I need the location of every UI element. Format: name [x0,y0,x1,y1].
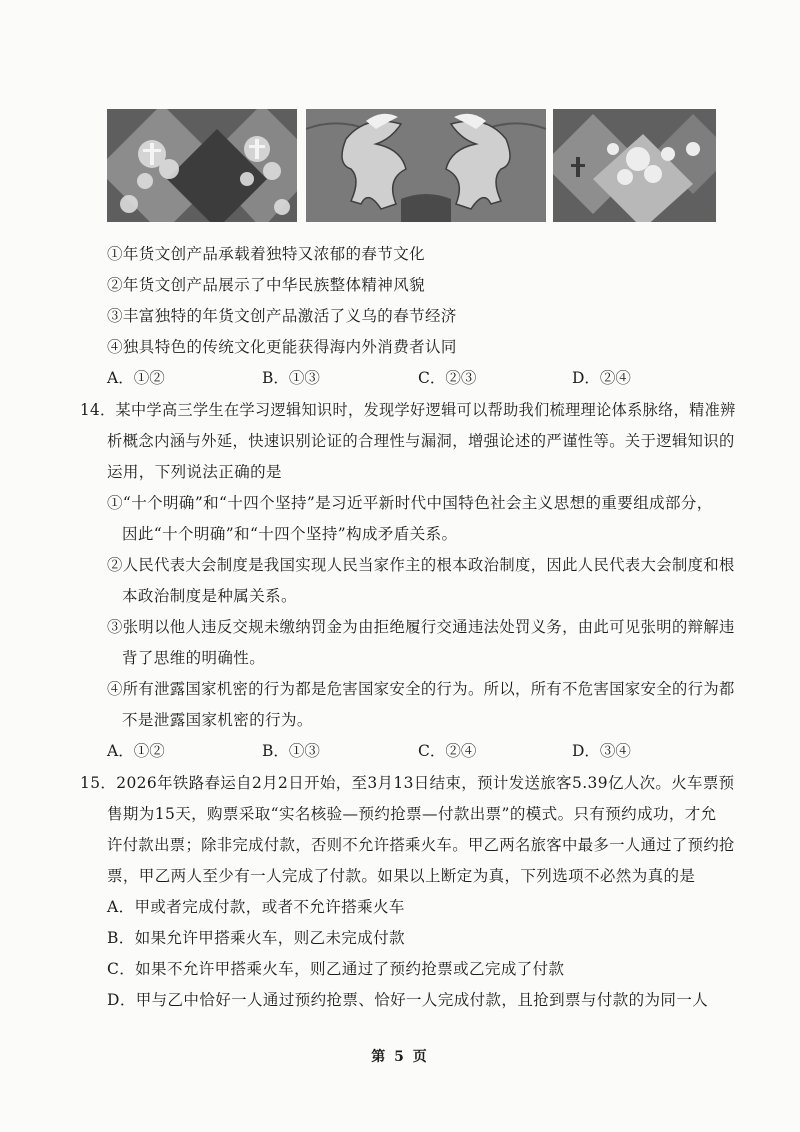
q15-option-b: B．如果允许甲搭乘火车，则乙未完成付款 [107,929,405,947]
q14-stem-line-2: 析概念内涵与外延，快速识别论证的合理性与漏洞，增强论述的严谨性等。关于逻辑知识的 [107,432,735,450]
q14-statement-1-cont: 因此“十个明确”和“十四个坚持”构成矛盾关系。 [122,525,458,543]
q15-option-c: C．如果不允许甲搭乘火车，则乙通过了预约抢票或乙完成了付款 [107,960,565,978]
q14-option-b: B．①③ [262,742,320,760]
q15-stem-line-2: 售期为15天，购票采取“实名核验—预约抢票—付款出票”的模式。只有预约成功，才允 [107,805,717,823]
q14-option-a: A．①② [107,742,165,760]
q14-statement-4: ④所有泄露国家机密的行为都是危害国家安全的行为。所以，所有不危害国家安全的行为都 [107,680,735,698]
q13-option-a: A．①② [107,369,165,387]
q13-statement-3: ③丰富独特的年货文创产品激活了义乌的春节经济 [107,307,457,325]
q15-option-a: A．甲或者完成付款，或者不允许搭乘火车 [107,898,405,916]
q15-option-d: D．甲与乙中恰好一人通过预约抢票、恰好一人完成付款，且抢到票与付款的为同一人 [107,991,709,1009]
q15-stem-line-1: 15．2026年铁路春运自2月2日开始，至3月13日结束，预计发送旅客5.39亿人次。火车票预 [80,774,735,792]
q14-statement-3-cont: 背了思维的明确性。 [122,649,266,667]
q13-statement-4: ④独具特色的传统文化更能获得海内外消费者认同 [107,338,457,356]
silver-pegasus-photo [306,109,546,222]
page-number: 第 5 页 [371,1049,429,1065]
q13-option-b: B．①③ [262,369,320,387]
q14-statement-4-cont: 不是泄露国家机密的行为。 [122,711,313,729]
papercut-fu-image [107,109,297,222]
q13-option-d: D．②④ [572,369,631,387]
q13-option-c: C．②③ [418,369,477,387]
q14-statement-3: ③张明以他人违反交规未缴纳罚金为由拒绝履行交通违法处罚义务，由此可见张明的辩解违 [107,618,735,636]
q13-options [0,368,800,388]
q14-stem-line-3: 运用，下列说法正确的是 [107,463,282,481]
q14-options [0,741,800,761]
papercut-flowers-image [553,109,716,222]
q14-option-c: C．②④ [418,742,477,760]
q14-statement-2-cont: 本政治制度是种属关系。 [122,587,297,605]
q13-statement-2: ②年货文创产品展示了中华民族整体精神风貌 [107,276,426,294]
q14-option-d: D．③④ [572,742,631,760]
q13-statement-1: ①年货文创产品承载着独特又浓郁的春节文化 [107,245,426,263]
papercut-fu-photo [107,109,297,222]
silver-pegasus-image [306,109,546,222]
q14-stem-line-1: 14．某中学高三学生在学习逻辑知识时，发现学好逻辑可以帮助我们梳理理论体系脉络，精准辨 [80,401,736,419]
q15-stem-line-4: 票，甲乙两人至少有一人完成了付款。如果以上断定为真，下列选项不必然为真的是 [107,867,696,885]
papercut-flowers-photo [553,109,716,222]
q15-stem-line-3: 许付款出票；除非完成付款，否则不允许搭乘火车。甲乙两名旅客中最多一人通过了预约抢 [107,836,735,854]
q14-statement-2: ②人民代表大会制度是我国实现人民当家作主的根本政治制度，因此人民代表大会制度和根 [107,556,735,574]
q14-statement-1: ①“十个明确”和“十四个坚持”是习近平新时代中国特色社会主义思想的重要组成部分， [107,494,713,512]
